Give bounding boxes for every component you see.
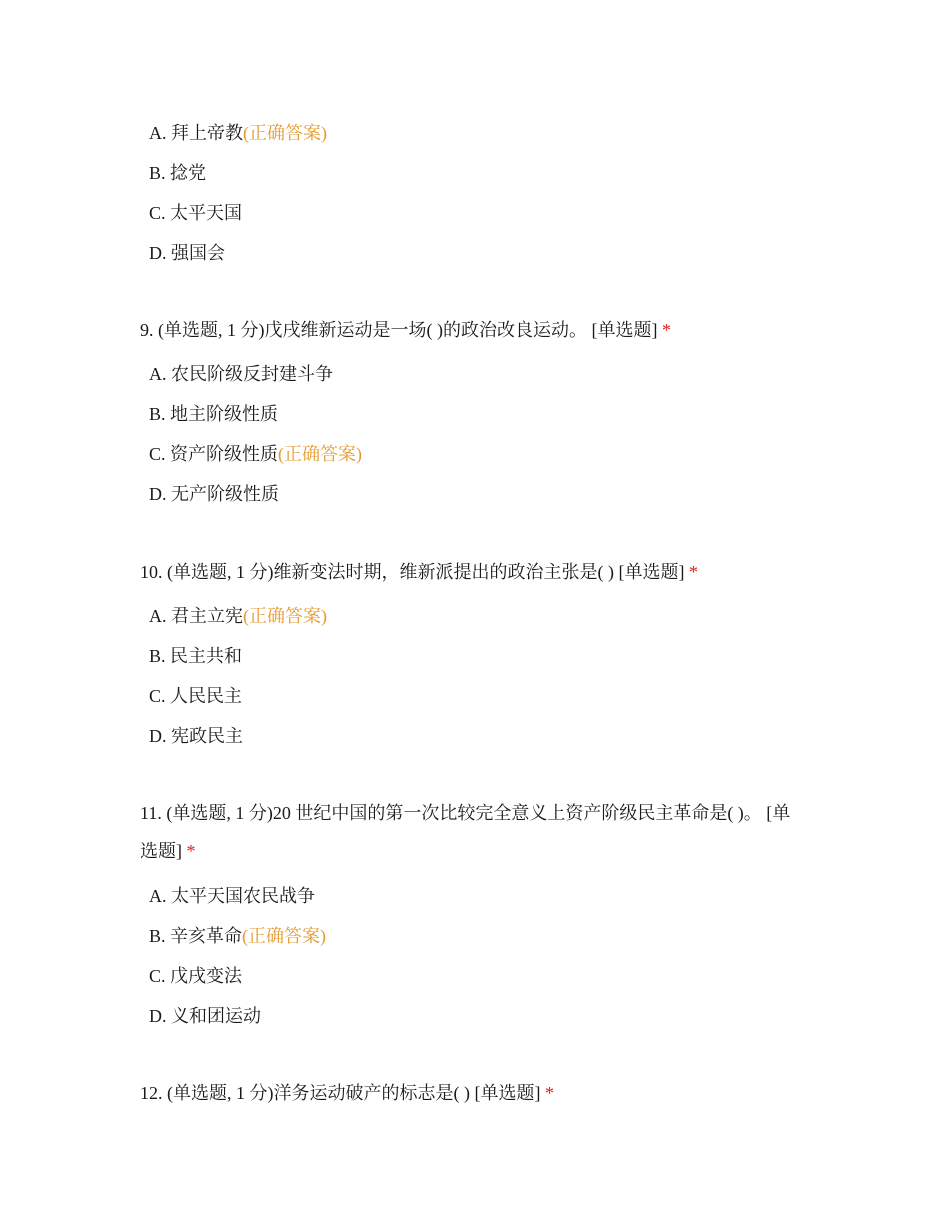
option-text: 辛亥革命 xyxy=(170,926,243,946)
option-10a xyxy=(149,604,327,628)
option-11a xyxy=(149,884,315,908)
option-8a xyxy=(149,121,327,145)
option-10d xyxy=(149,724,243,748)
option-9a xyxy=(149,362,333,386)
option-text: 民主共和 xyxy=(170,646,243,666)
question-text: 9. (单选题, 1 分)戊戌维新运动是一场( )的政治改良运动。 [单选题] xyxy=(140,320,658,340)
option-text: 人民民主 xyxy=(170,686,243,706)
question-text: 12. (单选题, 1 分)洋务运动破产的标志是( ) [单选题] xyxy=(140,1083,541,1103)
option-letter: A. xyxy=(149,123,167,143)
option-letter: C. xyxy=(149,686,166,706)
option-letter: D. xyxy=(149,243,167,263)
option-10c xyxy=(149,684,242,708)
question-text: 11. (单选题, 1 分)20 世纪中国的第一次比较完全意义上资产阶级民主革命是( )。 [单选题] xyxy=(140,803,791,861)
option-text: 地主阶级性质 xyxy=(170,404,279,424)
option-8b xyxy=(149,161,206,185)
option-text: 资产阶级性质 xyxy=(170,444,279,464)
option-text: 宪政民主 xyxy=(171,726,243,746)
option-letter: C. xyxy=(149,966,166,986)
option-text: 强国会 xyxy=(171,243,225,263)
option-letter: D. xyxy=(149,484,167,504)
question-title xyxy=(140,794,800,870)
option-letter: B. xyxy=(149,163,166,183)
required-marker: * xyxy=(544,1083,554,1103)
question-title xyxy=(140,553,800,591)
option-8c xyxy=(149,201,242,225)
option-9b xyxy=(149,402,278,426)
option-text: 拜上帝教 xyxy=(171,123,243,143)
option-11c xyxy=(149,964,242,988)
option-11b xyxy=(149,924,326,948)
option-text: 义和团运动 xyxy=(171,1006,261,1026)
option-9c xyxy=(149,442,362,466)
option-letter: A. xyxy=(149,606,167,626)
option-8d xyxy=(149,241,225,265)
option-11d xyxy=(149,1004,261,1028)
correct-answer-marker: (正确答案) xyxy=(243,606,327,626)
question-title xyxy=(140,1074,800,1112)
option-text: 捻党 xyxy=(170,163,207,183)
required-marker: * xyxy=(661,320,671,340)
option-letter: C. xyxy=(149,444,166,464)
option-text: 太平天国 xyxy=(170,203,243,223)
option-text: 农民阶级反封建斗争 xyxy=(171,364,333,384)
option-text: 无产阶级性质 xyxy=(171,484,279,504)
option-letter: C. xyxy=(149,203,166,223)
option-9d xyxy=(149,482,279,506)
option-letter: D. xyxy=(149,1006,167,1026)
option-letter: B. xyxy=(149,646,166,666)
option-text: 君主立宪 xyxy=(171,606,243,626)
correct-answer-marker: (正确答案) xyxy=(278,444,363,464)
correct-answer-marker: (正确答案) xyxy=(243,123,327,143)
option-text: 戊戌变法 xyxy=(170,966,243,986)
question-title xyxy=(140,311,800,349)
option-letter: A. xyxy=(149,886,167,906)
correct-answer-marker: (正确答案) xyxy=(242,926,327,946)
option-letter: B. xyxy=(149,404,166,424)
required-marker: * xyxy=(186,841,196,861)
question-text: 10. (单选题, 1 分)维新变法时期，维新派提出的政治主张是( ) [单选题] xyxy=(140,562,685,582)
option-text: 太平天国农民战争 xyxy=(171,886,315,906)
option-letter: B. xyxy=(149,926,166,946)
option-letter: A. xyxy=(149,364,167,384)
required-marker: * xyxy=(688,562,698,582)
option-letter: D. xyxy=(149,726,167,746)
option-10b xyxy=(149,644,242,668)
